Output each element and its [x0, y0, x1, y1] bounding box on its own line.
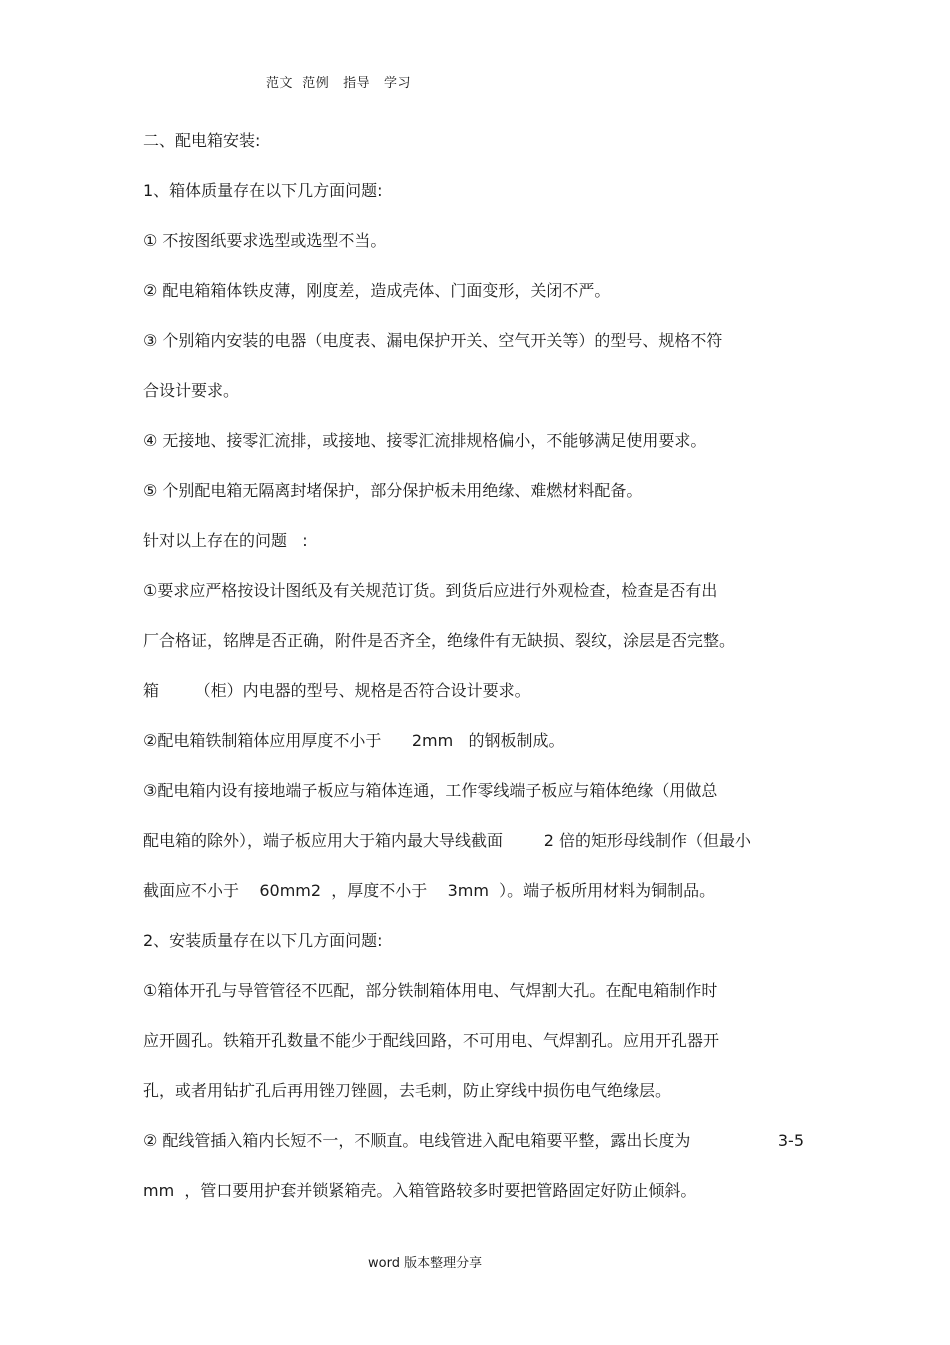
paragraph-line: 孔，或者用钻扩孔后再用锉刀锉圆，去毛刺，防止穿线中损伤电气绝缘层。 [143, 1081, 672, 1100]
paragraph-line: 箱 （柜）内电器的型号、规格是否符合设计要求。 [143, 681, 531, 700]
paragraph-line: ①要求应严格按设计图纸及有关规范订货。到货后应进行外观检查，检查是否有出 [143, 581, 718, 600]
section-heading: 二、配电箱安装: [143, 131, 261, 150]
paragraph-line: ① 不按图纸要求选型或选型不当。 [143, 231, 387, 250]
paragraph-line: ①箱体开孔与导管管径不匹配，部分铁制箱体用电、气焊割大孔。在配电箱制作时 [143, 981, 718, 1000]
paragraph-line: ③配电箱内设有接地端子板应与箱体连通，工作零线端子板应与箱体绝缘（用做总 [143, 781, 718, 800]
subsection-heading: 1、箱体质量存在以下几方面问题: [143, 181, 383, 200]
paragraph-line: 厂合格证，铭牌是否正确，附件是否齐全，绝缘件有无缺损、裂纹，涂层是否完整。 [143, 631, 736, 650]
subsection-heading: 2、安装质量存在以下几方面问题: [143, 931, 383, 950]
paragraph-line: ② 配线管插入箱内长短不一，不顺直。电线管进入配电箱要平整，露出长度为 [143, 1131, 691, 1150]
paragraph-line: ④ 无接地、接零汇流排，或接地、接零汇流排规格偏小，不能够满足使用要求。 [143, 431, 707, 450]
paragraph-line-tail: 3-5 [777, 1131, 804, 1150]
paragraph-line: 合设计要求。 [143, 381, 240, 400]
page-header: 范文 范例 指导 学习 [266, 76, 412, 91]
paragraph-line: mm ，管口要用护套并锁紧箱壳。入箱管路较多时要把管路固定好防止倾斜。 [143, 1181, 697, 1200]
paragraph-line: ⑤ 个别配电箱无隔离封堵保护，部分保护板未用绝缘、难燃材料配备。 [143, 481, 643, 500]
paragraph-line: ② 配电箱箱体铁皮薄，刚度差，造成壳体、门面变形，关闭不严。 [143, 281, 611, 300]
paragraph-line: ③ 个别箱内安装的电器（电度表、漏电保护开关、空气开关等）的型号、规格不符 [143, 331, 723, 350]
paragraph-line: 截面应不小于 60mm2 ，厚度不小于 3mm ）。端子板所用材料为铜制品。 [143, 881, 716, 900]
paragraph-line: ②配电箱铁制箱体应用厚度不小于 2mm 的钢板制成。 [143, 731, 565, 750]
page-footer: word 版本整理分享 [368, 1256, 483, 1271]
paragraph-line: 配电箱的除外），端子板应用大于箱内最大导线截面 2 倍的矩形母线制作（但最小 [143, 831, 751, 850]
paragraph-line: 针对以上存在的问题 : [143, 531, 308, 550]
paragraph-line: 应开圆孔。铁箱开孔数量不能少于配线回路，不可用电、气焊割孔。应用开孔器开 [143, 1031, 720, 1050]
